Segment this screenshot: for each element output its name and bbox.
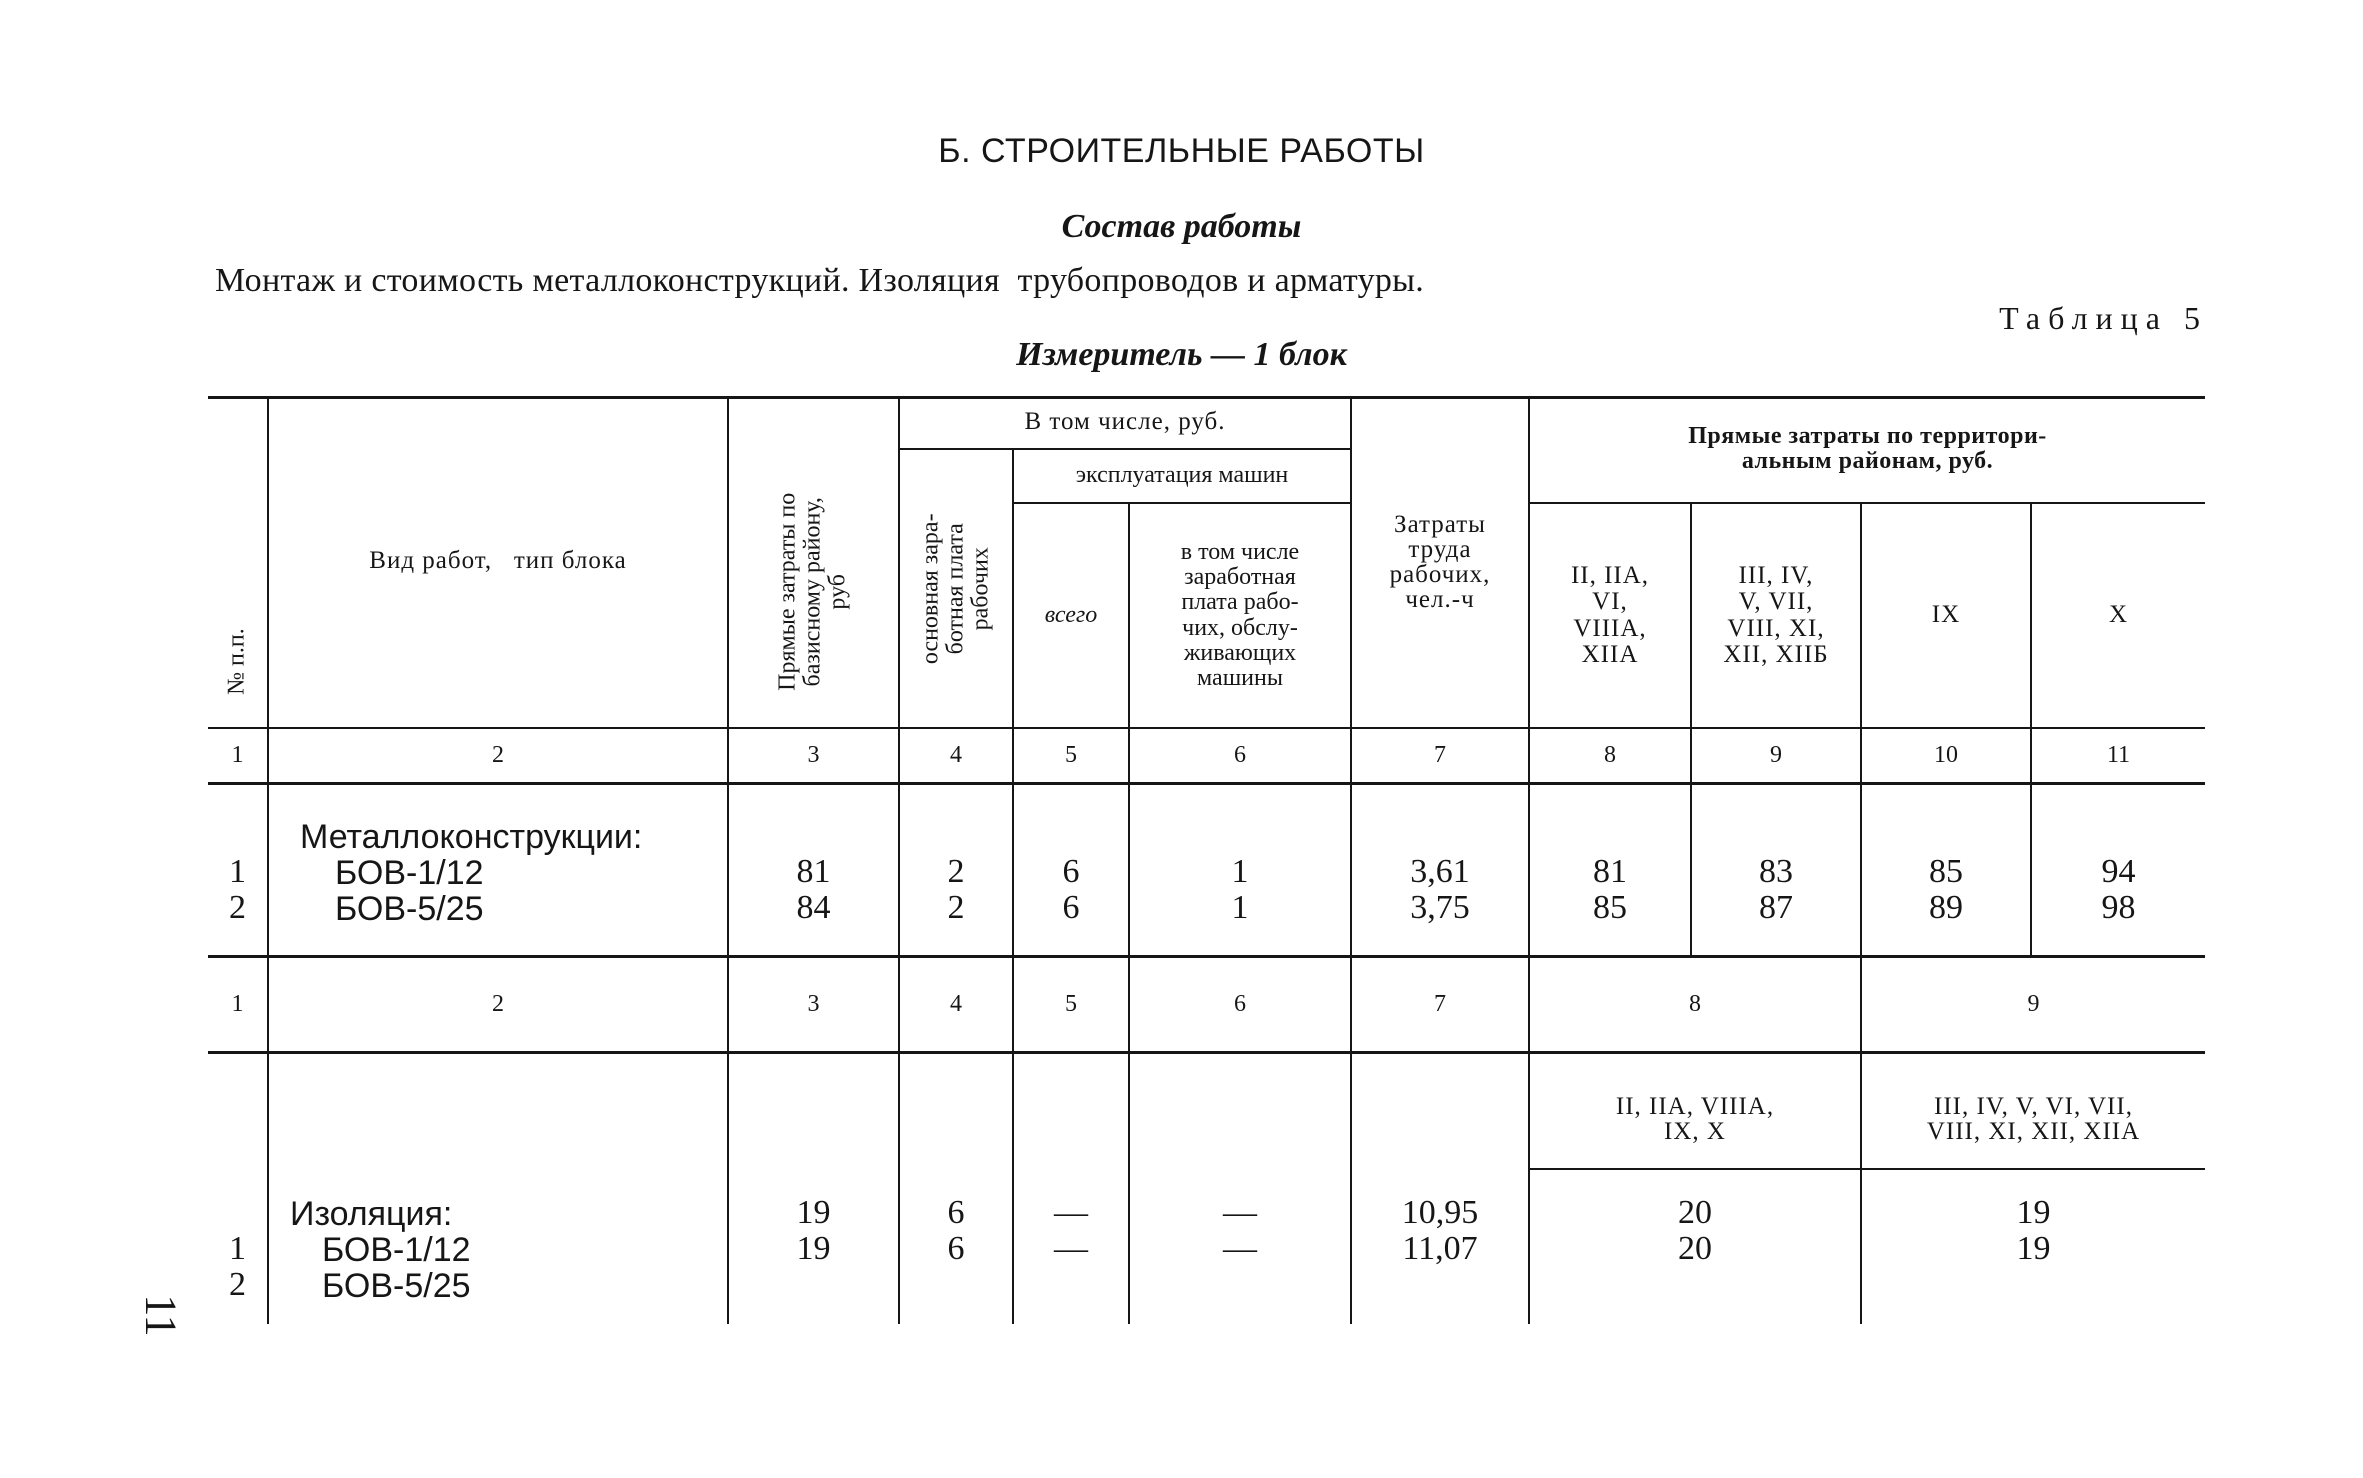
col-number: 10 bbox=[1934, 741, 1958, 768]
base-wage: 2 bbox=[947, 889, 965, 927]
header-territorial: Прямые затраты по территори- альным районам, руб. bbox=[1688, 422, 2047, 474]
territorial-cost-b: 19 bbox=[2016, 1194, 2051, 1232]
col-number: 6 bbox=[1234, 990, 1246, 1017]
labor-cost: 3,61 bbox=[1410, 853, 1470, 891]
col-number: 4 bbox=[950, 741, 962, 768]
header-territorial-a: II, IIA, VIIIA, IX, X bbox=[1615, 1093, 1775, 1145]
section-subtitle: Состав работы bbox=[1061, 208, 1302, 245]
page-title: Б. СТРОИТЕЛЬНЫЕ РАБОТЫ bbox=[938, 132, 1425, 170]
machine-wage: 1 bbox=[1231, 889, 1249, 927]
base-wage: 6 bbox=[947, 1230, 965, 1268]
machine-total: — bbox=[1054, 1194, 1088, 1232]
header-territorial-2: III, IV, V, VII, VIII, XI, XII, XIIБ bbox=[1723, 562, 1829, 668]
header-row-number: № п.п. bbox=[223, 628, 250, 695]
col-number: 3 bbox=[807, 990, 820, 1017]
block-type: БОВ-5/25 bbox=[335, 890, 484, 928]
direct-cost-base: 81 bbox=[796, 853, 831, 891]
col-number: 7 bbox=[1434, 990, 1446, 1017]
header-including-wage: в том числе заработная плата рабо- чих, обслу- живающих машины bbox=[1180, 538, 1300, 691]
section2-header-rule bbox=[1530, 1168, 2205, 1170]
territorial-cost-1: 85 bbox=[1593, 889, 1627, 927]
labor-cost: 11,07 bbox=[1402, 1230, 1478, 1268]
col-number: 7 bbox=[1434, 741, 1446, 768]
territorial-cost-b: 19 bbox=[2016, 1230, 2051, 1268]
territorial-cost-4: 94 bbox=[2101, 853, 2136, 891]
col-number: 6 bbox=[1234, 741, 1246, 768]
machine-total: 6 bbox=[1062, 853, 1080, 891]
col-number: 8 bbox=[1604, 741, 1616, 768]
col-number: 1 bbox=[231, 741, 244, 768]
territorial-cost-a: 20 bbox=[1678, 1194, 1712, 1232]
header-total: всего bbox=[1044, 601, 1098, 628]
block-type: БОВ-5/25 bbox=[322, 1267, 471, 1305]
colnum2-bottom-rule bbox=[208, 1051, 2205, 1054]
territorial-cost-a: 20 bbox=[1678, 1230, 1712, 1268]
col-divider bbox=[1350, 1054, 1352, 1324]
header-territorial-1: II, IIA, VI, VIIIA, XIIA bbox=[1570, 562, 1650, 668]
header-base-wage: основная зара- ботная плата рабочих bbox=[917, 513, 994, 664]
col-number: 9 bbox=[2027, 990, 2040, 1017]
machine-wage: 1 bbox=[1231, 853, 1249, 891]
colnum-bottom-rule bbox=[208, 782, 2205, 785]
block-type: БОВ-1/12 bbox=[335, 854, 484, 892]
territorial-cost-3: 89 bbox=[1929, 889, 1963, 927]
machine-wage: — bbox=[1223, 1194, 1257, 1232]
labor-cost: 10,95 bbox=[1401, 1194, 1479, 1232]
col-number: 5 bbox=[1065, 741, 1077, 768]
section-heading-insulation: Изоляция: bbox=[290, 1195, 453, 1233]
unit-of-measure: Измеритель — 1 блок bbox=[1016, 336, 1347, 373]
direct-cost-base: 19 bbox=[796, 1194, 831, 1232]
page-number: 11 bbox=[136, 1294, 186, 1337]
machine-total: — bbox=[1054, 1230, 1088, 1268]
territorial-cost-2: 83 bbox=[1759, 853, 1793, 891]
col-number: 11 bbox=[2106, 741, 2131, 768]
labor-cost: 3,75 bbox=[1410, 889, 1470, 927]
block-type: БОВ-1/12 bbox=[322, 1231, 471, 1269]
territorial-cost-3: 85 bbox=[1929, 853, 1963, 891]
col-divider bbox=[1128, 1054, 1130, 1324]
territorial-cost-1: 81 bbox=[1593, 853, 1627, 891]
header-machine-operation: эксплуатация машин bbox=[1075, 462, 1289, 489]
col-number: 2 bbox=[492, 741, 504, 768]
header-including: В том числе, руб. bbox=[1024, 407, 1226, 435]
header-territorial-4: X bbox=[2108, 601, 2129, 629]
col-number: 8 bbox=[1689, 990, 1701, 1017]
work-description: Монтаж и стоимость металлоконструкций. Изоляция трубопроводов и арматуры. bbox=[215, 262, 1425, 299]
section-heading-metal: Металлоконструкции: bbox=[300, 818, 643, 856]
col-number: 1 bbox=[231, 990, 244, 1017]
col-number: 2 bbox=[492, 990, 504, 1017]
direct-cost-base: 19 bbox=[796, 1230, 831, 1268]
row-number: 1 bbox=[229, 853, 246, 891]
header-direct-base: Прямые затраты по базисному району, руб bbox=[774, 492, 852, 691]
row-number: 2 bbox=[229, 889, 246, 927]
header-labor-cost: Затраты труда рабочих, чел.-ч bbox=[1389, 510, 1491, 613]
col-number: 4 bbox=[950, 990, 962, 1017]
col-number: 9 bbox=[1770, 741, 1782, 768]
col-divider bbox=[1012, 1054, 1014, 1324]
col-divider bbox=[267, 785, 269, 955]
direct-cost-base: 84 bbox=[796, 889, 831, 927]
machine-total: 6 bbox=[1062, 889, 1080, 927]
col-number: 5 bbox=[1065, 990, 1077, 1017]
row-number: 1 bbox=[229, 1230, 246, 1268]
header-territorial-b: III, IV, V, VI, VII, VIII, XI, XII, XIIA bbox=[1926, 1093, 2141, 1145]
col-number: 3 bbox=[807, 741, 820, 768]
header-work-type: Вид работ, тип блока bbox=[369, 547, 627, 575]
col-divider bbox=[898, 1054, 900, 1324]
territorial-cost-2: 87 bbox=[1759, 889, 1793, 927]
col-divider bbox=[727, 1054, 729, 1324]
col-divider bbox=[267, 1054, 269, 1324]
base-wage: 6 bbox=[947, 1194, 965, 1232]
base-wage: 2 bbox=[947, 853, 965, 891]
header-territorial-3: IX bbox=[1931, 601, 1961, 629]
row-number: 2 bbox=[229, 1266, 246, 1304]
table-label: Таблица 5 bbox=[1999, 300, 2208, 336]
territorial-cost-4: 98 bbox=[2101, 889, 2136, 927]
machine-wage: — bbox=[1223, 1230, 1257, 1268]
